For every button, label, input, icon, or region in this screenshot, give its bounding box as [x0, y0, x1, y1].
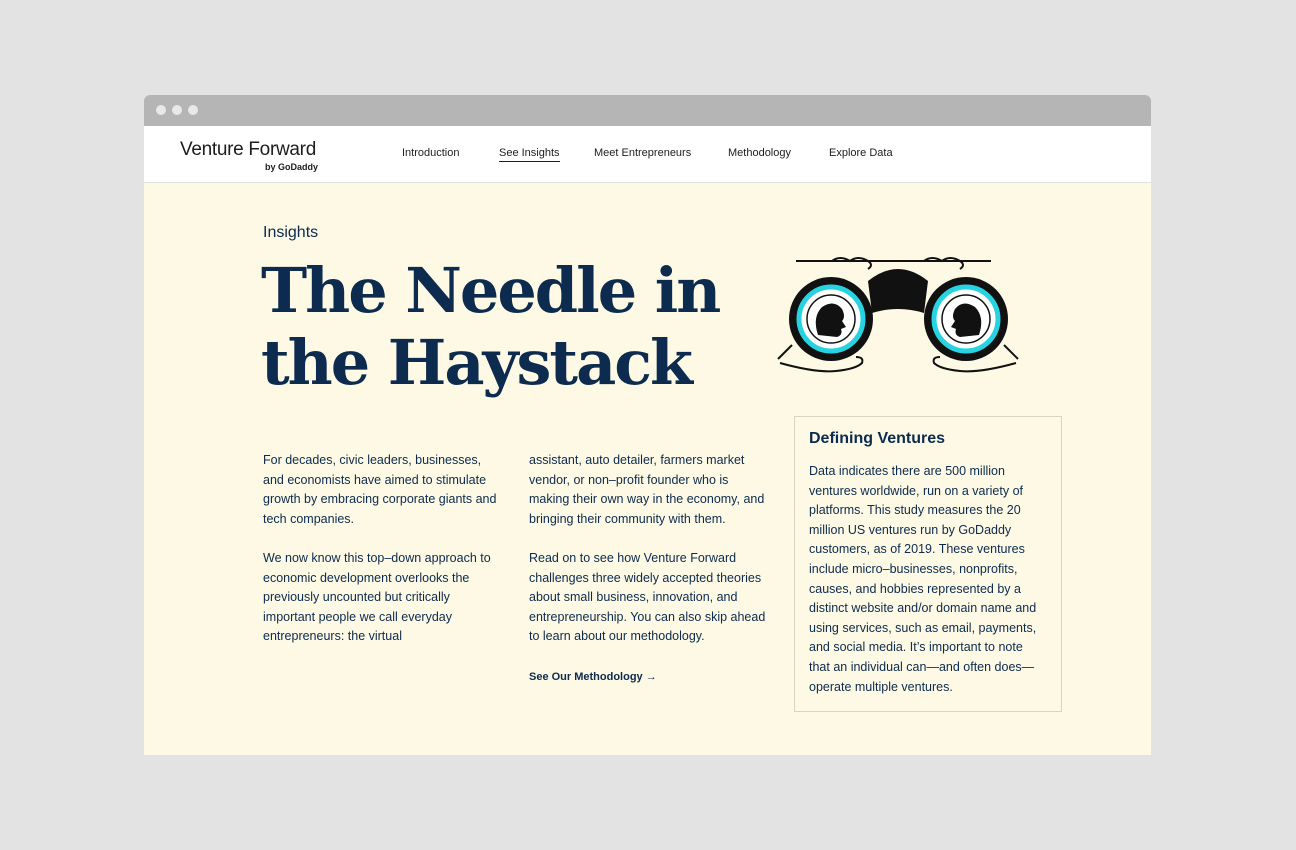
intro-paragraph-3: assistant, auto detailer, farmers market vendor, or non–profit founder who is making their own way in the economy, and bringing their community with them.	[529, 453, 765, 526]
nav-introduction[interactable]: Introduction	[402, 147, 460, 159]
page-title: The Needle in the Haystack	[261, 254, 720, 399]
nav-explore-data[interactable]: Explore Data	[829, 147, 893, 159]
intro-paragraph-1: For decades, civic leaders, businesses, and economists have aimed to stimulate growth by embracing corporate giants and tech companies.	[263, 453, 497, 526]
section-eyebrow: Insights	[263, 224, 319, 241]
browser-window	[144, 95, 1151, 755]
intro-column-2	[529, 451, 769, 687]
logo-wordmark: Venture Forward	[180, 139, 316, 160]
infobox-text: Data indicates there are 500 million ventures worldwide, run on a variety of platforms. This study measures the 20 million US ventures run by GoDaddy customers, as of 2019. These ventures include micro–businesses, nonprofits, causes, and hobbies represented by a distinct website and/or domain name and using services, such as email, payments, and social media. It’s important to note that an individual can—and often does—operate multiple ventures.	[809, 464, 1037, 694]
intro-paragraph-2: We now know this top–down approach to economic development overlooks the previously uncounted but critically important people we call everyday entrepreneurs: the virtual	[263, 550, 491, 644]
nav-meet-entrepreneurs[interactable]: Meet Entrepreneurs	[594, 147, 692, 159]
intro-paragraph-4: Read on to see how Venture Forward challenges three widely accepted theories about small business, innovation, and entrepreneurship. You can also skip ahead to learn about our methodology.	[529, 550, 766, 644]
see-methodology-link[interactable]: See Our Methodology →	[529, 670, 657, 683]
top-navigation	[144, 126, 1151, 183]
logo-godaddy: by GoDaddy	[265, 162, 319, 172]
browser-titlebar	[144, 95, 1151, 126]
nav-methodology[interactable]: Methodology	[728, 147, 791, 159]
site-logo[interactable]	[180, 139, 319, 172]
infobox-title: Defining Ventures	[809, 430, 946, 447]
nav-see-insights[interactable]: See Insights	[499, 147, 560, 162]
window-maximize-dot[interactable]	[188, 105, 198, 115]
defining-ventures-box	[794, 416, 1062, 712]
intro-column-1	[263, 451, 503, 667]
binoculars-icon	[776, 253, 1020, 383]
window-minimize-dot[interactable]	[172, 105, 182, 115]
window-close-dot[interactable]	[156, 105, 166, 115]
